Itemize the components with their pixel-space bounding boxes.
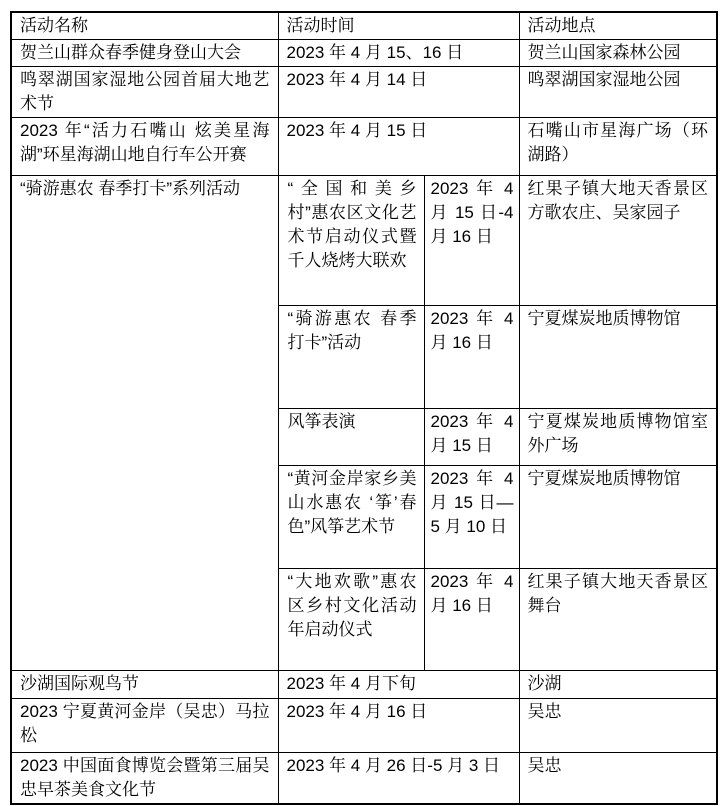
cell-sub-place: 宁夏煤炭地质博物馆室外广场 <box>519 409 717 466</box>
cell-activity-name: 鸣翠湖国家湿地公园首届大地艺术节 <box>11 67 278 118</box>
cell-activity-place: 贺兰山国家森林公园 <box>519 40 717 67</box>
table-row <box>11 40 717 67</box>
events-table <box>10 11 718 805</box>
header-cell-place: 活动地点 <box>519 12 717 40</box>
cell-activity-name: 2023 中国面食博览会暨第三届吴忠早茶美食文化节 <box>11 753 278 805</box>
cell-sub-time: 2023 年 4 月 16 日 <box>424 569 519 671</box>
cell-sub-place: 宁夏煤炭地质博物馆 <box>519 466 717 569</box>
cell-activity-place: 吴忠 <box>519 753 717 805</box>
cell-activity-place: 石嘴山市星海广场（环湖路） <box>519 118 717 176</box>
cell-group-name: “骑游惠农 春季打卡”系列活动 <box>11 176 278 671</box>
table-row <box>11 118 717 176</box>
header-cell-name: 活动名称 <box>11 12 278 40</box>
cell-activity-name: 贺兰山群众春季健身登山大会 <box>11 40 278 67</box>
cell-sub-activity: “大地欢歌”惠农区乡村文化活动年启动仪式 <box>278 569 424 671</box>
cell-sub-place: 红果子镇大地天香景区方歌农庄、吴家园子 <box>519 176 717 306</box>
header-cell-time: 活动时间 <box>278 12 519 40</box>
cell-activity-name: 2023 年“活力石嘴山 炫美星海湖”环星海湖山地自行车公开赛 <box>11 118 278 176</box>
table-row <box>11 753 717 805</box>
cell-sub-activity: “骑游惠农 春季打卡”活动 <box>278 306 424 409</box>
cell-activity-place: 吴忠 <box>519 699 717 753</box>
cell-sub-time: 2023 年 4 月 15 日-4 月 16 日 <box>424 176 519 306</box>
cell-sub-activity: “黄河金岸家乡美 山水惠农 ‘筝’春色”风筝艺术节 <box>278 466 424 569</box>
cell-sub-activity: 风筝表演 <box>278 409 424 466</box>
cell-activity-time: 2023 年 4 月 15 日 <box>278 118 519 176</box>
cell-activity-time: 2023 年 4 月 16 日 <box>278 699 519 753</box>
cell-activity-time: 2023 年 4 月 14 日 <box>278 67 519 118</box>
table-row <box>11 67 717 118</box>
cell-activity-name: 沙湖国际观鸟节 <box>11 671 278 699</box>
cell-activity-place: 沙湖 <box>519 671 717 699</box>
cell-sub-place: 红果子镇大地天香景区舞台 <box>519 569 717 671</box>
header-row <box>11 12 717 40</box>
cell-sub-time: 2023 年 4 月 15 日—5 月 10 日 <box>424 466 519 569</box>
cell-activity-time: 2023 年 4 月 15、16 日 <box>278 40 519 67</box>
cell-sub-time: 2023 年 4 月 16 日 <box>424 306 519 409</box>
table-row <box>11 671 717 699</box>
cell-sub-place: 宁夏煤炭地质博物馆 <box>519 306 717 409</box>
cell-sub-time: 2023 年 4 月 15 日 <box>424 409 519 466</box>
cell-activity-name: 2023 宁夏黄河金岸（吴忠）马拉松 <box>11 699 278 753</box>
cell-activity-place: 鸣翠湖国家湿地公园 <box>519 67 717 118</box>
table-row <box>11 699 717 753</box>
group-sub-row <box>11 176 717 306</box>
cell-activity-time: 2023 年 4 月 26 日-5 月 3 日 <box>278 753 519 805</box>
cell-sub-activity: “全国和美乡村”惠农区文化艺术节启动仪式暨千人烧烤大联欢 <box>278 176 424 306</box>
cell-activity-time: 2023 年 4 月下旬 <box>278 671 519 699</box>
